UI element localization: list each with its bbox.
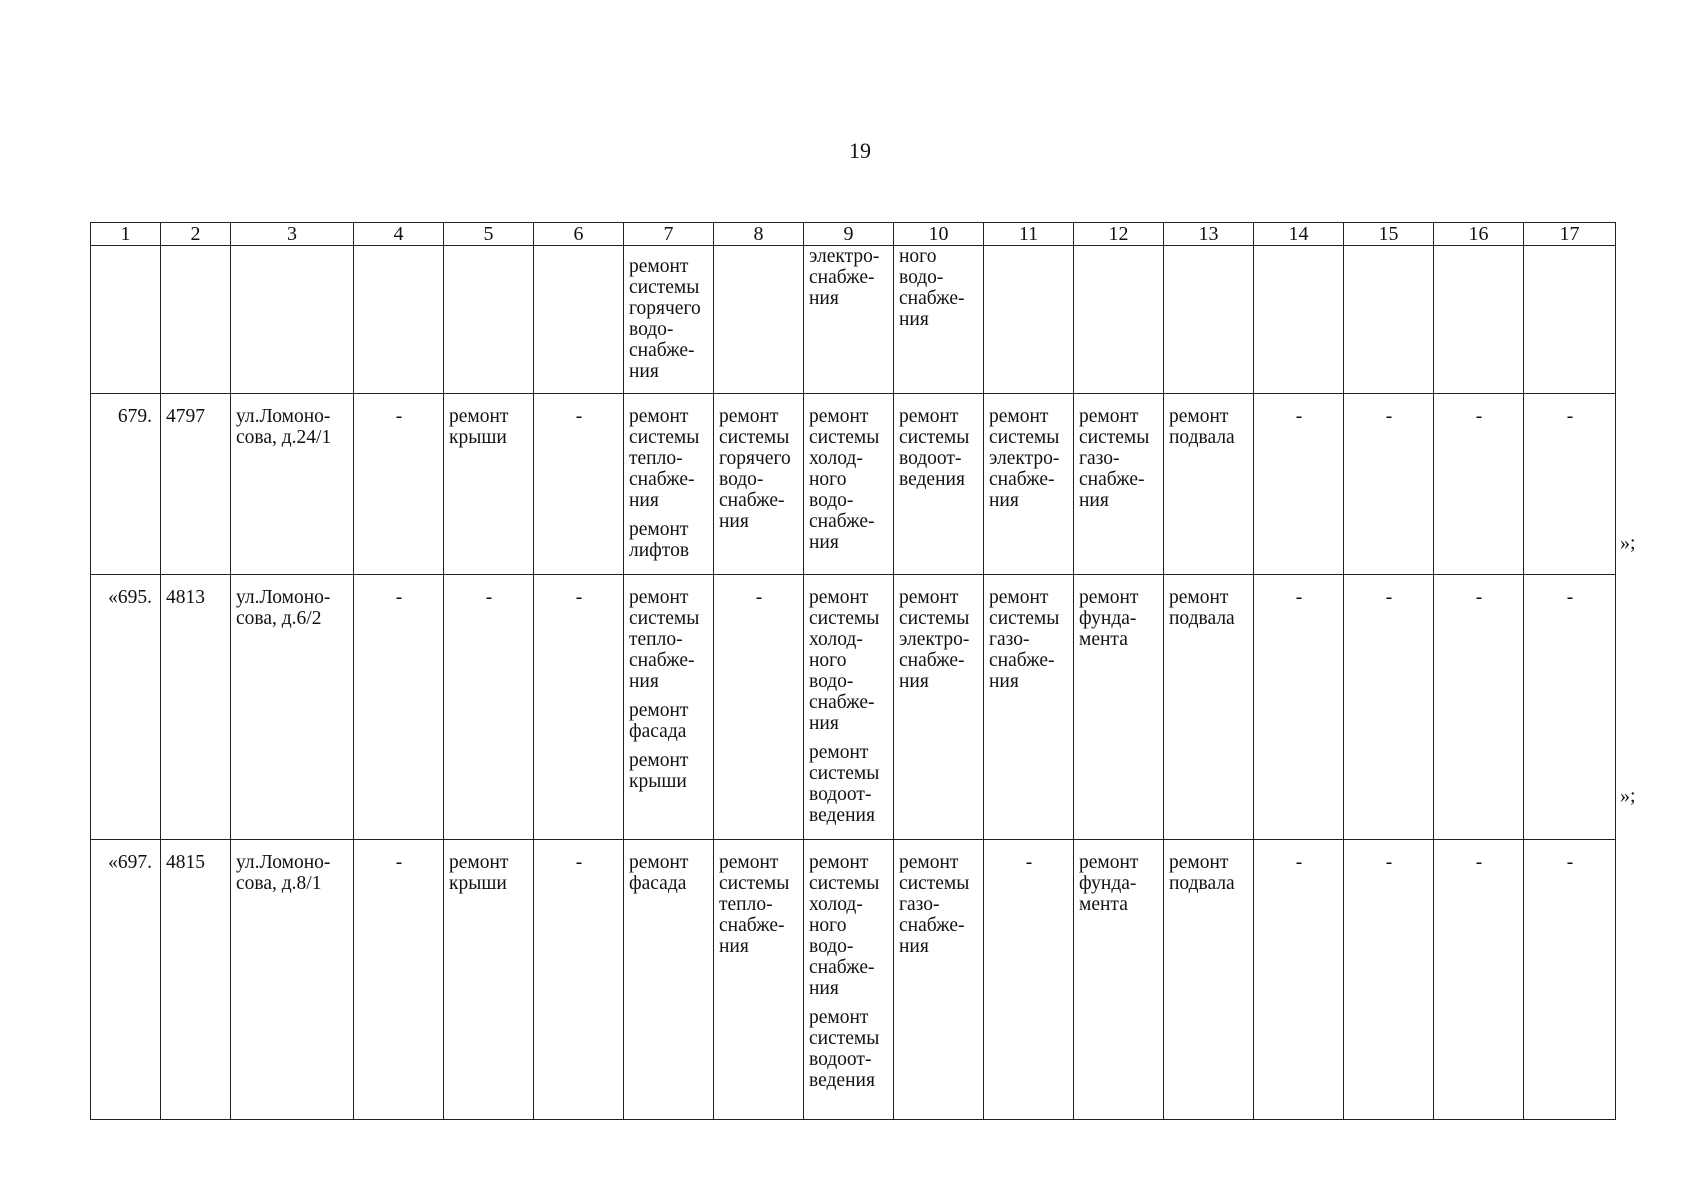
text-line: системы (899, 873, 970, 894)
text-line: ния (809, 713, 839, 734)
table-row (91, 575, 1616, 840)
text-line: ведения (809, 1070, 875, 1091)
column-number-row (91, 223, 1616, 246)
text-line: водо- (629, 319, 674, 340)
work-item (629, 700, 709, 742)
text-line: ния (629, 671, 659, 692)
text-line: сова, д.6/2 (236, 608, 322, 629)
text-line: ного (809, 469, 847, 490)
text-line: ул.Ломоно- (236, 406, 331, 427)
table-cell (1164, 246, 1254, 394)
table-row (91, 840, 1616, 1120)
table-cell (714, 246, 804, 394)
text-line: ремонт (719, 406, 779, 427)
text-line: электро- (989, 448, 1060, 469)
column-number: 13 (1164, 223, 1254, 246)
text-line: лифтов (629, 540, 690, 561)
text-line: водо- (899, 267, 944, 288)
table-cell (1164, 394, 1254, 575)
text-line: ния (809, 532, 839, 553)
text-line: системы (989, 427, 1060, 448)
text-line: фунда- (1079, 608, 1137, 629)
text-line: снабже- (899, 288, 965, 309)
text-line: ремонт (629, 587, 689, 608)
column-number: 8 (714, 223, 804, 246)
text-line: крыши (449, 873, 507, 894)
text-line: снабже- (629, 650, 695, 671)
table-cell (894, 246, 984, 394)
text-line: системы (899, 427, 970, 448)
text-line: ремонт (809, 1007, 869, 1028)
table-cell: - (354, 575, 444, 840)
table-cell (1164, 840, 1254, 1120)
table-cell (161, 246, 231, 394)
table-cell (444, 840, 534, 1120)
text-line: газо- (989, 629, 1030, 650)
column-number: 17 (1524, 223, 1616, 246)
table-cell (91, 246, 161, 394)
object-code: 4813 (161, 575, 231, 840)
text-line: ул.Ломоно- (236, 852, 331, 873)
text-line: ремонт (629, 406, 689, 427)
table-cell (894, 394, 984, 575)
text-line: ния (809, 288, 839, 309)
address-cell (231, 394, 354, 575)
text-line: снабже- (809, 267, 875, 288)
text-line: холод- (809, 629, 863, 650)
text-line: снабже- (899, 650, 965, 671)
text-line: фасада (629, 873, 687, 894)
text-line: горячего (629, 298, 701, 319)
table-cell: - (1254, 394, 1344, 575)
table-cell (984, 394, 1074, 575)
text-line: ремонт (1079, 406, 1139, 427)
table-cell: - (984, 840, 1074, 1120)
text-line: ния (989, 490, 1019, 511)
text-line: электро- (899, 629, 970, 650)
table-row (91, 394, 1616, 575)
table-cell (624, 246, 714, 394)
address-cell (231, 840, 354, 1120)
text-line: тепло- (719, 894, 773, 915)
column-number: 11 (984, 223, 1074, 246)
page-number: 19 (849, 138, 871, 163)
text-line: холод- (809, 894, 863, 915)
text-line: ного (899, 246, 937, 267)
table-cell: - (1254, 840, 1344, 1120)
work-item (629, 587, 709, 692)
text-line: ния (719, 511, 749, 532)
work-item (809, 852, 889, 999)
text-line: ремонт (629, 256, 689, 277)
text-line: снабже- (989, 469, 1055, 490)
text-line: водо- (719, 469, 764, 490)
text-line: снабже- (629, 469, 695, 490)
column-number: 10 (894, 223, 984, 246)
text-line: системы (809, 1028, 880, 1049)
text-line: снабже- (719, 490, 785, 511)
text-line: снабже- (1079, 469, 1145, 490)
text-line: ремонт (809, 852, 869, 873)
column-number: 16 (1434, 223, 1524, 246)
table-cell (1344, 246, 1434, 394)
repair-schedule-table (90, 222, 1616, 1120)
text-line: ведения (899, 469, 965, 490)
table-cell (804, 840, 894, 1120)
text-line: водоот- (899, 448, 962, 469)
table-cell: - (534, 394, 624, 575)
object-code: 4797 (161, 394, 231, 575)
column-number: 12 (1074, 223, 1164, 246)
table-cell (354, 246, 444, 394)
text-line: ния (899, 671, 929, 692)
text-line: подвала (1169, 608, 1235, 629)
table-cell (1524, 246, 1616, 394)
text-line: ремонт (629, 852, 689, 873)
text-line: крыши (629, 771, 687, 792)
column-number: 3 (231, 223, 354, 246)
text-line: ремонт (629, 519, 689, 540)
table-cell: - (354, 394, 444, 575)
table-cell (624, 840, 714, 1120)
text-line: водо- (809, 490, 854, 511)
text-line: ул.Ломоно- (236, 587, 331, 608)
text-line: ремонт (719, 852, 779, 873)
text-line: снабже- (809, 692, 875, 713)
text-line: электро- (809, 246, 880, 267)
text-line: холод- (809, 448, 863, 469)
text-line: крыши (449, 427, 507, 448)
table-cell (1254, 246, 1344, 394)
text-line: газо- (899, 894, 940, 915)
text-line: ремонт (899, 587, 959, 608)
text-line: ния (809, 978, 839, 999)
text-line: сова, д.8/1 (236, 873, 322, 894)
text-line: ния (1079, 490, 1109, 511)
table-cell (804, 394, 894, 575)
text-line: водо- (809, 936, 854, 957)
text-line: ремонт (449, 406, 509, 427)
work-item (629, 406, 709, 511)
text-line: фунда- (1079, 873, 1137, 894)
text-line: водоот- (809, 1049, 872, 1070)
text-line: газо- (1079, 448, 1120, 469)
table-cell: - (1254, 575, 1344, 840)
table-cell: - (534, 840, 624, 1120)
work-item (809, 1007, 889, 1091)
text-line: подвала (1169, 427, 1235, 448)
table-cell (1074, 840, 1164, 1120)
object-code: 4815 (161, 840, 231, 1120)
text-line: системы (809, 873, 880, 894)
text-line: тепло- (629, 629, 683, 650)
table-cell (444, 246, 534, 394)
table-cell (534, 246, 624, 394)
work-item (629, 750, 709, 792)
table-cell (984, 575, 1074, 840)
text-line: ремонт (809, 742, 869, 763)
table-cell (984, 246, 1074, 394)
table-cell (804, 246, 894, 394)
text-line: водо- (809, 671, 854, 692)
text-line: мента (1079, 629, 1128, 650)
table-cell: - (1434, 575, 1524, 840)
text-line: снабже- (809, 511, 875, 532)
text-line: системы (719, 427, 790, 448)
text-line: ремонт (1169, 587, 1229, 608)
table-cell (1434, 246, 1524, 394)
table-cell (624, 394, 714, 575)
text-line: системы (629, 427, 700, 448)
table-cell (624, 575, 714, 840)
text-line: ведения (809, 805, 875, 826)
table-cell (1164, 575, 1254, 840)
text-line: системы (899, 608, 970, 629)
table-cell (714, 394, 804, 575)
text-line: ремонт (899, 406, 959, 427)
table-cell: - (714, 575, 804, 840)
column-number: 14 (1254, 223, 1344, 246)
column-number: 7 (624, 223, 714, 246)
text-line: мента (1079, 894, 1128, 915)
column-number: 9 (804, 223, 894, 246)
table-cell (714, 840, 804, 1120)
table-cell: - (1344, 394, 1434, 575)
text-line: системы (809, 763, 880, 784)
text-line: снабже- (989, 650, 1055, 671)
text-line: снабже- (719, 915, 785, 936)
column-number: 15 (1344, 223, 1434, 246)
table-cell: - (1344, 575, 1434, 840)
text-line: снабже- (809, 957, 875, 978)
text-line: снабже- (899, 915, 965, 936)
text-line: ремонт (809, 406, 869, 427)
work-item (629, 519, 709, 561)
text-line: фасада (629, 721, 687, 742)
text-line: ремонт (1169, 852, 1229, 873)
text-line: ремонт (1079, 852, 1139, 873)
row-number: «695. (91, 575, 161, 840)
closing-quote-mark: »; (1620, 785, 1636, 807)
text-line: системы (1079, 427, 1150, 448)
table-cell (1074, 246, 1164, 394)
table-cell: - (1524, 394, 1616, 575)
text-line: ремонт (989, 587, 1049, 608)
text-line: ния (989, 671, 1019, 692)
row-number: «697. (91, 840, 161, 1120)
text-line: системы (809, 608, 880, 629)
text-line: ния (719, 936, 749, 957)
text-line: системы (719, 873, 790, 894)
column-number: 4 (354, 223, 444, 246)
continuation-row (91, 246, 1616, 394)
table-cell: - (1524, 575, 1616, 840)
text-line: ремонт (629, 700, 689, 721)
column-number: 6 (534, 223, 624, 246)
text-line: горячего (719, 448, 791, 469)
table-cell: - (1434, 840, 1524, 1120)
text-line: ремонт (1169, 406, 1229, 427)
text-line: ремонт (629, 750, 689, 771)
text-line: сова, д.24/1 (236, 427, 332, 448)
text-line: ного (809, 650, 847, 671)
text-line: подвала (1169, 873, 1235, 894)
work-item (809, 742, 889, 826)
work-item (809, 587, 889, 734)
text-line: системы (629, 608, 700, 629)
text-line: снабже- (629, 340, 695, 361)
table-cell (894, 575, 984, 840)
table-cell: - (354, 840, 444, 1120)
address-cell (231, 575, 354, 840)
table-cell (1074, 575, 1164, 840)
table-cell: - (1344, 840, 1434, 1120)
text-line: системы (809, 427, 880, 448)
text-line: ния (899, 309, 929, 330)
text-line: ния (629, 490, 659, 511)
text-line: ремонт (899, 852, 959, 873)
text-line: ния (629, 361, 659, 382)
text-line: ремонт (449, 852, 509, 873)
text-line: ремонт (809, 587, 869, 608)
row-number: 679. (91, 394, 161, 575)
text-line: тепло- (629, 448, 683, 469)
column-number: 2 (161, 223, 231, 246)
table-cell (804, 575, 894, 840)
column-number: 5 (444, 223, 534, 246)
table-cell (1074, 394, 1164, 575)
text-line: ремонт (1079, 587, 1139, 608)
table-cell (231, 246, 354, 394)
text-line: ремонт (989, 406, 1049, 427)
closing-quote-mark: »; (1620, 532, 1636, 554)
table-cell (894, 840, 984, 1120)
table-cell (444, 394, 534, 575)
table-cell: - (1524, 840, 1616, 1120)
column-number: 1 (91, 223, 161, 246)
text-line: ного (809, 915, 847, 936)
text-line: системы (989, 608, 1060, 629)
table-cell: - (444, 575, 534, 840)
text-line: водоот- (809, 784, 872, 805)
text-line: ния (899, 936, 929, 957)
table-cell: - (534, 575, 624, 840)
table-cell: - (1434, 394, 1524, 575)
text-line: системы (629, 277, 700, 298)
